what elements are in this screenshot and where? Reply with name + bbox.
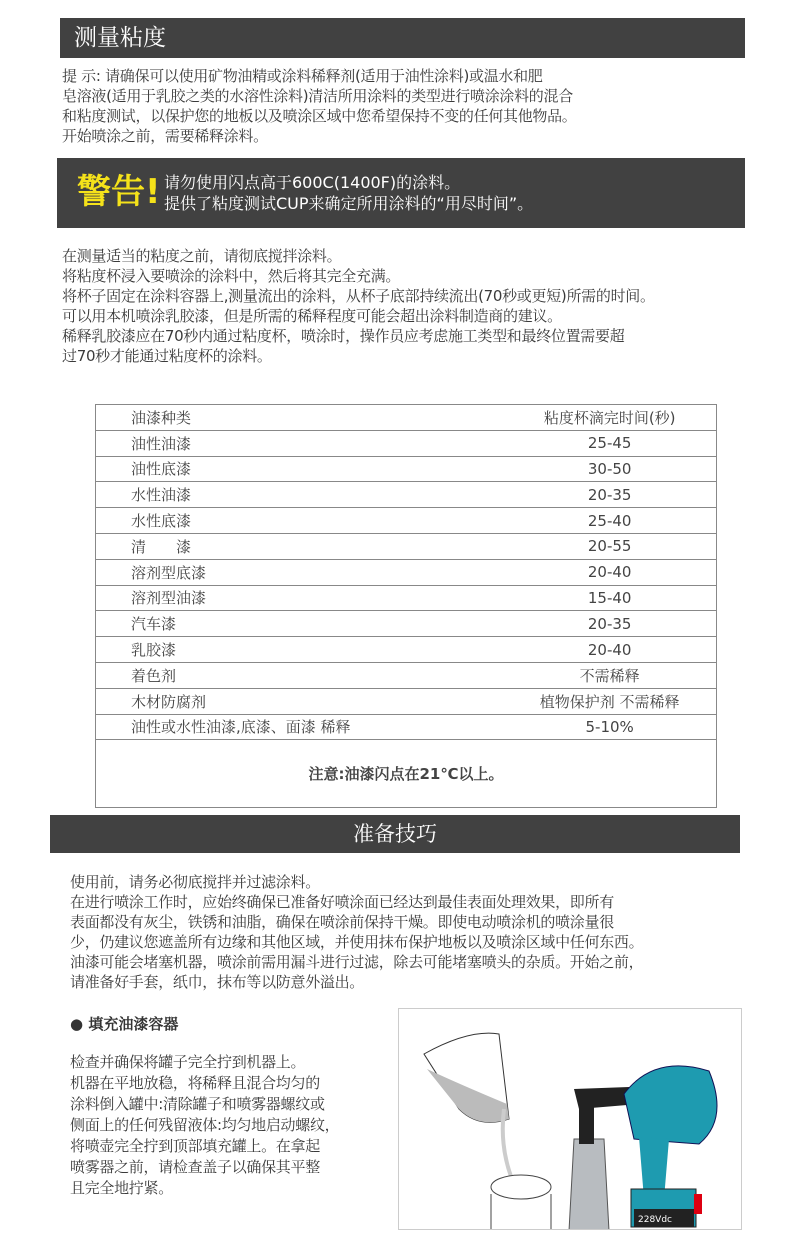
fill-heading	[70, 1013, 178, 1034]
paint-type-cell: 着色剂	[96, 662, 444, 688]
table-row	[96, 688, 717, 714]
text-line: 油漆可能会堵塞机器，喷涂前需用漏斗进行过滤，除去可能堵塞喷头的杂质。开始之前，	[70, 953, 644, 971]
text-line: 开始喷涂之前，需要稀释涂料。	[62, 127, 268, 145]
prep-paragraph	[70, 872, 643, 992]
time-cell: 20-35	[443, 482, 716, 508]
paint-type-cell: 清 漆	[96, 533, 444, 559]
text-line: 机器在平地放稳，将稀释且混合均匀的	[70, 1074, 320, 1092]
table-row	[96, 456, 717, 482]
paint-type-cell: 汽车漆	[96, 611, 444, 637]
paint-type-cell: 油性油漆	[96, 430, 444, 456]
table-row	[96, 482, 717, 508]
text-line: 检查并确保将罐子完全拧到机器上。	[70, 1053, 306, 1071]
text-line: 将杯子固定在涂料容器上,测量流出的涂料，从杯子底部持续流出(70秒或更短)所需的时间。	[62, 287, 655, 305]
bullet-icon: ●	[70, 1015, 89, 1033]
text-line: 在测量适当的粘度之前，请彻底搅拌涂料。	[62, 247, 342, 265]
text-line: 稀释乳胶漆应在70秒内通过粘度杯，喷涂时，操作员应考虑施工类型和最终位置需要超	[62, 327, 625, 345]
time-cell: 植物保护剂 不需稀释	[443, 688, 716, 714]
time-cell: 5-10%	[443, 714, 716, 740]
text-line: 涂料倒入罐中:清除罐子和喷雾器螺纹或	[70, 1095, 325, 1113]
paint-type-cell: 溶剂型油漆	[96, 585, 444, 611]
header-cell: 粘度杯滴完时间(秒)	[443, 405, 716, 431]
header-cell: 油漆种类	[96, 405, 444, 431]
section-title: 测量粘度	[74, 25, 166, 51]
paint-type-cell: 木材防腐剂	[96, 688, 444, 714]
time-cell: 不需稀释	[443, 662, 716, 688]
paint-type-cell: 水性油漆	[96, 482, 444, 508]
intro-paragraph	[62, 246, 655, 366]
spray-gun-icon	[569, 1066, 717, 1230]
paint-type-cell: 水性底漆	[96, 508, 444, 534]
paint-type-cell: 溶剂型底漆	[96, 559, 444, 585]
time-cell: 25-40	[443, 508, 716, 534]
text-line: 过70秒才能通过粘度杯的涂料。	[62, 347, 272, 365]
time-cell: 30-50	[443, 456, 716, 482]
table-header-row	[96, 405, 717, 431]
viscosity-table	[95, 404, 717, 808]
text-line: 提 示: 请确保可以使用矿物油精或涂料稀释剂(适用于油性涂料)或温水和肥	[62, 67, 543, 85]
time-cell: 20-40	[443, 637, 716, 663]
battery-label: 228Vdc	[638, 1215, 672, 1225]
text-line: 侧面上的任何残留液体:均匀地启动螺纹，	[70, 1116, 340, 1134]
paint-type-cell: 乳胶漆	[96, 637, 444, 663]
warning-banner	[57, 158, 745, 228]
text-line: 使用前，请务必彻底搅拌并过滤涂料。	[70, 873, 320, 891]
warning-label: 警告!	[77, 172, 161, 212]
paint-type-cell: 油性底漆	[96, 456, 444, 482]
table-row	[96, 559, 717, 585]
table-row	[96, 585, 717, 611]
section-header-prep	[50, 815, 740, 853]
text-line: 将粘度杯浸入要喷涂的涂料中，然后将其完全充满。	[62, 267, 401, 285]
pouring-cup-icon	[424, 1033, 514, 1184]
text-line: 请准备好手套，纸巾，抹布等以防意外溢出。	[70, 973, 365, 991]
time-cell: 20-35	[443, 611, 716, 637]
tip-paragraph	[62, 66, 577, 146]
time-cell: 20-40	[443, 559, 716, 585]
fill-paragraph	[70, 1052, 339, 1199]
text-line: 表面都没有灰尘，铁锈和油脂，确保在喷涂前保持干燥。即使电动喷涂机的喷涂量很	[70, 913, 614, 931]
text-line: 和粘度测试，以保护您的地板以及喷涂区域中您希望保持不变的任何其他物品。	[62, 107, 577, 125]
heading-text: 填充油漆容器	[88, 1015, 179, 1033]
table-row	[96, 508, 717, 534]
table-row	[96, 430, 717, 456]
text-line: 且完全地拧紧。	[70, 1179, 173, 1197]
paint-container-icon	[491, 1175, 551, 1230]
text-line: 皂溶液(适用于乳胶之类的水溶性涂料)清洁所用涂料的类型进行喷涂涂料的混合	[62, 87, 573, 105]
flash-point-note: 注意:油漆闪点在21℃以上。	[96, 740, 717, 808]
section-header-viscosity	[60, 18, 745, 58]
section-title: 准备技巧	[353, 822, 437, 846]
text-line: 请勿使用闪点高于600C(1400F)的涂料。	[164, 173, 461, 192]
text-line: 在进行喷涂工作时，应始终确保已准备好喷涂面已经达到最佳表面处理效果，即所有	[70, 893, 614, 911]
time-cell: 15-40	[443, 585, 716, 611]
text-line: 可以用本机喷涂乳胶漆，但是所需的稀释程度可能会超出涂料制造商的建议。	[62, 307, 562, 325]
paint-type-cell: 油性或水性油漆,底漆、面漆 稀释	[96, 714, 444, 740]
text-line: 少，仍建议您遮盖所有边缘和其他区域，并使用抹布保护地板以及喷涂区域中任何东西。	[70, 933, 644, 951]
table-row	[96, 714, 717, 740]
table-note-row	[96, 740, 717, 808]
time-cell: 20-55	[443, 533, 716, 559]
filling-illustration	[398, 1008, 742, 1230]
time-cell: 25-45	[443, 430, 716, 456]
text-line: 提供了粘度测试CUP来确定所用涂料的“用尽时间”。	[164, 194, 534, 213]
text-line: 将喷壶完全拧到顶部填充罐上。在拿起	[70, 1137, 320, 1155]
table-row	[96, 637, 717, 663]
text-line: 喷雾器之前，请检查盖子以确保其平整	[70, 1158, 320, 1176]
warning-text	[164, 172, 533, 214]
table-row	[96, 611, 717, 637]
table-row	[96, 533, 717, 559]
table-row	[96, 662, 717, 688]
